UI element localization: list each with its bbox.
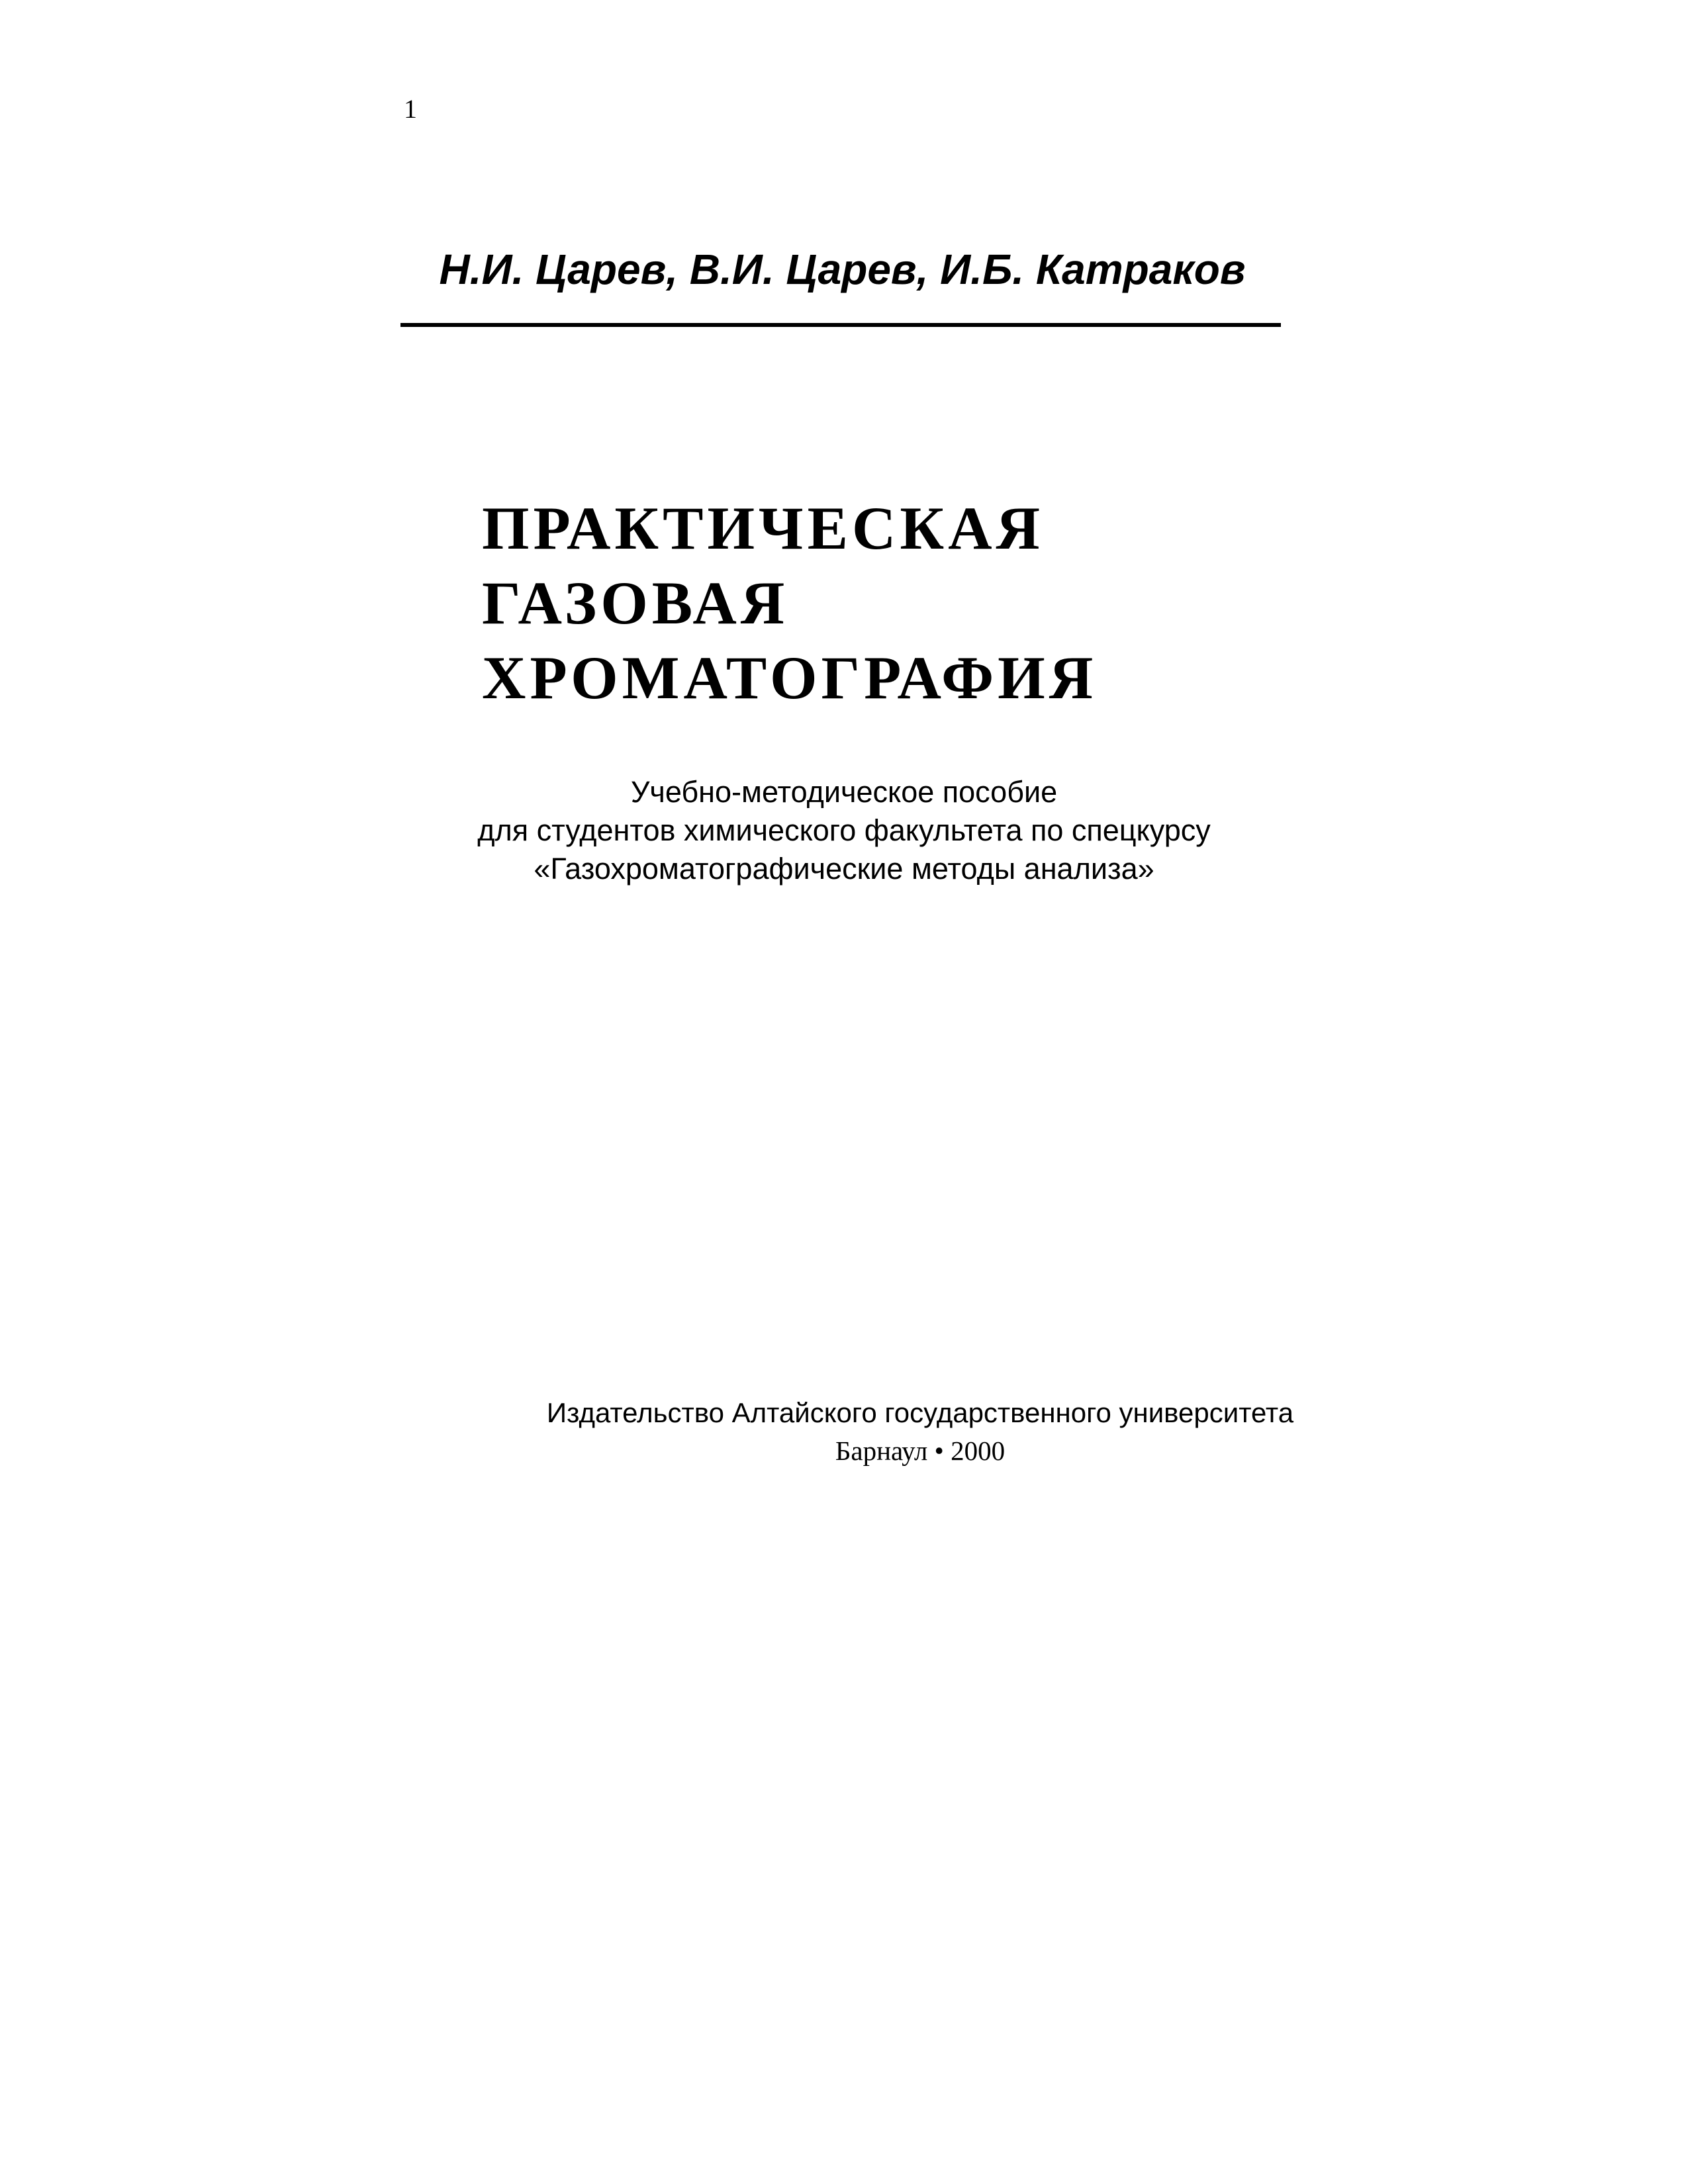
subtitle-line: «Газохроматографические методы анализа»: [534, 852, 1154, 886]
subtitle-line: Учебно-методическое пособие: [630, 775, 1058, 809]
publisher: Издательство Алтайского государственного университета: [546, 1397, 1294, 1428]
title-line: ХРОМАТОГРАФИЯ: [482, 644, 1098, 711]
page-number: 1: [404, 94, 417, 124]
imprint-city-year: Барнаул • 2000: [835, 1435, 1006, 1466]
header-rule: [400, 323, 1281, 327]
title-line: ГАЗОВАЯ: [482, 569, 789, 637]
title-line: ПРАКТИЧЕСКАЯ: [482, 494, 1044, 562]
subtitle-line: для студентов химического факультета по спецкурсу: [477, 813, 1211, 847]
book-subtitle: [364, 773, 1324, 888]
authors: Н.И. Царев, В.И. Царев, И.Б. Катраков: [439, 246, 1246, 293]
book-title: [482, 491, 1097, 715]
